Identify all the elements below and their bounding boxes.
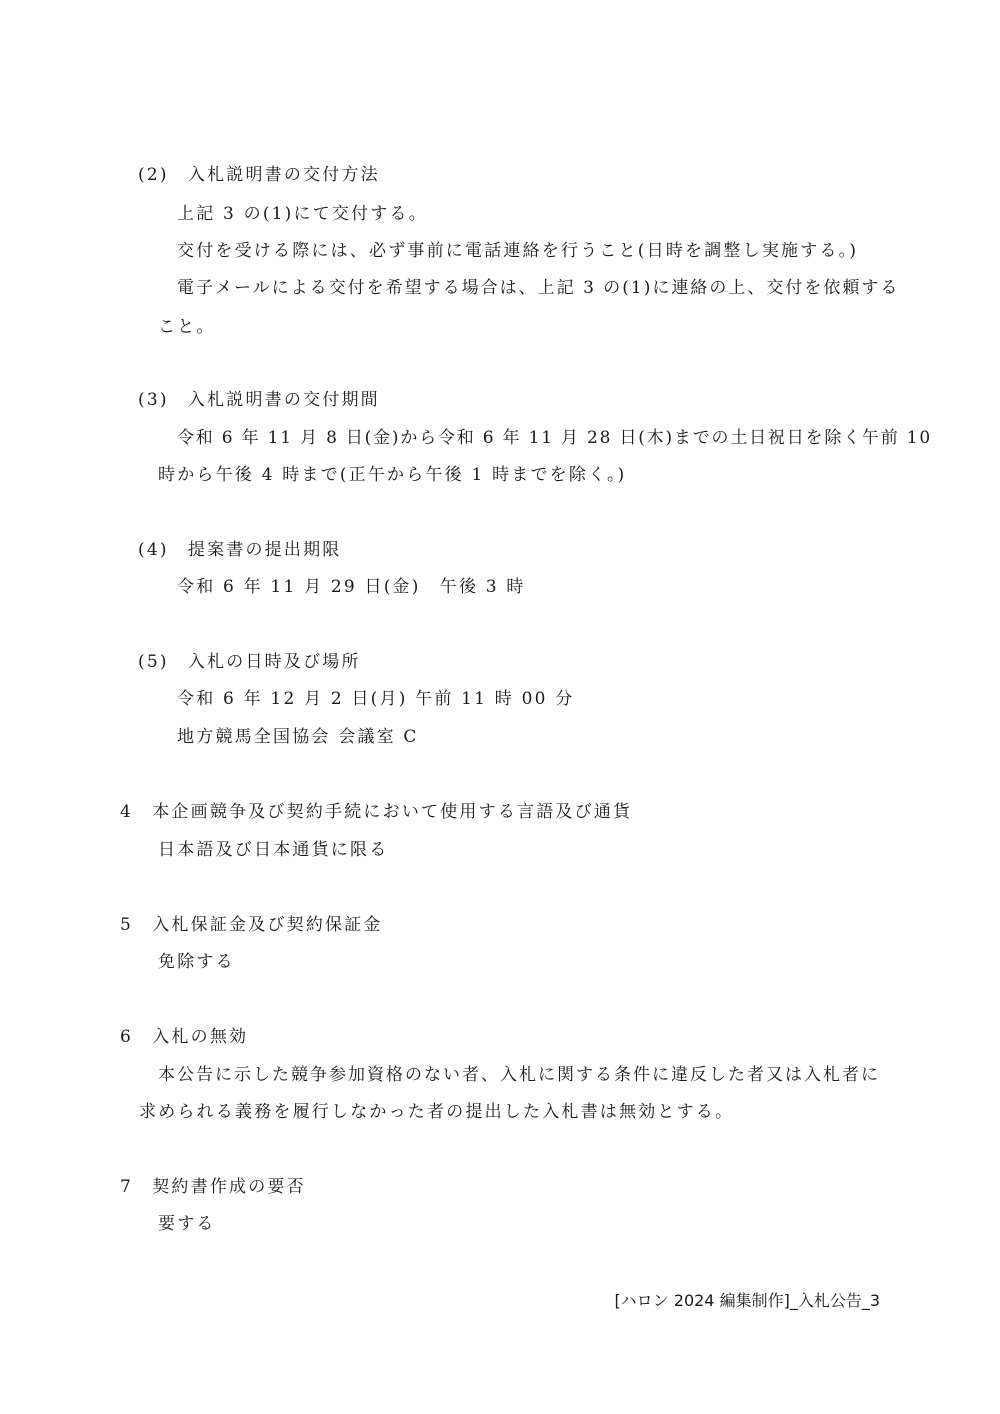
body-line: 上記 3 の(1)にて交付する。 <box>177 204 428 224</box>
section-heading-7: 7 契約書作成の要否 <box>120 1177 306 1197</box>
section-heading-5: 5 入札保証金及び契約保証金 <box>120 915 383 935</box>
section-heading-6: 6 入札の無効 <box>120 1027 249 1047</box>
body-line: 日本語及び日本通貨に限る <box>158 840 389 860</box>
section-heading-4: 4 本企画競争及び契約手続において使用する言語及び通貨 <box>120 802 633 822</box>
section-heading-3-4: (4) 提案書の提出期限 <box>138 540 342 560</box>
document-footer: [ハロン 2024 編集制作]_入札公告_3 <box>614 1291 880 1310</box>
body-line: 要する <box>158 1214 216 1234</box>
body-line: 令和 6 年 11 月 8 日(金)から令和 6 年 11 月 28 日(木)までの土日祝日を除く午前 10 <box>177 428 932 448</box>
body-line: 交付を受ける際には、必ず事前に電話連絡を行うこと(日時を調整し実施する。) <box>177 241 859 261</box>
section-heading-3-2: (2) 入札説明書の交付方法 <box>138 165 380 185</box>
body-line: 本公告に示した競争参加資格のない者、入札に関する条件に違反した者又は入札者に <box>158 1065 880 1085</box>
body-line: 令和 6 年 11 月 29 日(金) 午後 3 時 <box>177 577 526 597</box>
body-line: 地方競馬全国協会 会議室 C <box>177 727 419 747</box>
body-line: 時から午後 4 時まで(正午から午後 1 時までを除く。) <box>158 465 627 485</box>
section-heading-3-5: (5) 入札の日時及び場所 <box>138 652 361 672</box>
body-line: こと。 <box>158 317 216 337</box>
body-line: 求められる義務を履行しなかった者の提出した入札書は無効とする。 <box>139 1102 735 1122</box>
body-line: 免除する <box>158 952 235 972</box>
section-heading-3-3: (3) 入札説明書の交付期間 <box>138 390 380 410</box>
body-line: 令和 6 年 12 月 2 日(月) 午前 11 時 00 分 <box>177 689 575 709</box>
body-line: 電子メールによる交付を希望する場合は、上記 3 の(1)に連絡の上、交付を依頼する <box>177 278 900 298</box>
